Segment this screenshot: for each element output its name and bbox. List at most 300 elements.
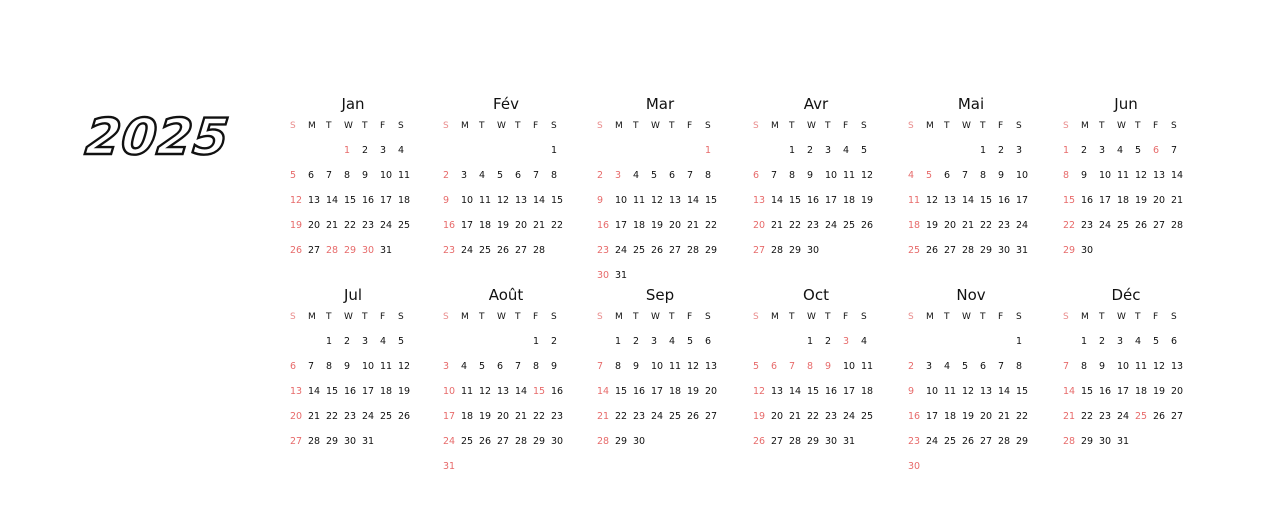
day-cell: 14	[962, 195, 975, 206]
weekday-header: M	[926, 312, 934, 322]
day-cell: 2	[908, 361, 915, 372]
day-cell: 26	[479, 436, 492, 447]
day-cell: 23	[362, 220, 375, 231]
day-cell: 6	[1171, 336, 1178, 347]
day-cell: 20	[753, 220, 766, 231]
weekday-header: F	[687, 121, 693, 131]
day-cell: 12	[1153, 361, 1166, 372]
day-cell: 6	[944, 170, 951, 181]
day-cell: 27	[308, 245, 321, 256]
day-cell: 9	[807, 170, 814, 181]
day-cell: 2	[344, 336, 351, 347]
day-grid	[1063, 119, 1193, 269]
day-cell: 25	[1135, 411, 1148, 422]
day-grid	[908, 310, 1038, 485]
day-cell: 17	[843, 386, 856, 397]
day-cell: 1	[1016, 336, 1023, 347]
day-cell: 21	[1063, 411, 1076, 422]
weekday-header: W	[962, 121, 971, 131]
day-cell: 16	[597, 220, 610, 231]
month-name: Mar	[645, 95, 675, 113]
weekday-header: M	[308, 312, 316, 322]
day-cell: 8	[789, 170, 796, 181]
empty-day	[497, 335, 515, 360]
day-cell: 17	[615, 220, 628, 231]
weekday-header: S	[1016, 312, 1022, 322]
day-cell: 15	[980, 195, 993, 206]
day-cell: 19	[1153, 386, 1166, 397]
empty-day	[908, 335, 926, 360]
weekday-header: F	[1153, 121, 1159, 131]
day-cell: 29	[344, 245, 357, 256]
day-cell: 11	[944, 386, 957, 397]
empty-day	[597, 335, 615, 360]
month-name: Jun	[1114, 95, 1138, 113]
day-cell: 28	[1063, 436, 1076, 447]
day-cell: 30	[551, 436, 564, 447]
day-cell: 26	[1135, 220, 1148, 231]
day-cell: 1	[344, 145, 351, 156]
empty-day	[443, 335, 461, 360]
day-cell: 2	[633, 336, 640, 347]
month-block	[1063, 284, 1193, 460]
day-cell: 17	[1099, 195, 1112, 206]
month-block	[443, 93, 573, 269]
weekday-header: T	[980, 121, 986, 131]
weekday-header: T	[515, 121, 521, 131]
empty-day	[326, 144, 344, 169]
day-cell: 12	[651, 195, 664, 206]
day-cell: 31	[380, 245, 393, 256]
weekday-header: S	[1063, 121, 1069, 131]
day-cell: 6	[515, 170, 522, 181]
day-cell: 24	[1117, 411, 1130, 422]
month-name: Déc	[1111, 286, 1141, 304]
empty-day	[515, 144, 533, 169]
weekday-header: F	[843, 312, 849, 322]
day-cell: 13	[669, 195, 682, 206]
day-cell: 11	[843, 170, 856, 181]
day-cell: 2	[551, 336, 558, 347]
month-name: Fév	[493, 95, 519, 113]
weekday-header: F	[1153, 312, 1159, 322]
day-cell: 1	[615, 336, 622, 347]
day-grid	[290, 310, 420, 460]
month-block	[753, 93, 883, 269]
day-cell: 15	[551, 195, 564, 206]
day-cell: 24	[362, 411, 375, 422]
day-cell: 8	[807, 361, 814, 372]
day-cell: 1	[1081, 336, 1088, 347]
day-cell: 9	[362, 170, 369, 181]
day-cell: 23	[1099, 411, 1112, 422]
day-cell: 11	[1117, 170, 1130, 181]
weekday-header: W	[651, 312, 660, 322]
day-cell: 10	[362, 361, 375, 372]
day-cell: 11	[908, 195, 921, 206]
day-cell: 5	[651, 170, 658, 181]
day-cell: 24	[461, 245, 474, 256]
month-block	[597, 93, 727, 294]
day-cell: 13	[980, 386, 993, 397]
day-cell: 12	[962, 386, 975, 397]
weekday-header: T	[789, 312, 795, 322]
day-cell: 8	[1016, 361, 1023, 372]
day-cell: 9	[1081, 170, 1088, 181]
empty-day	[962, 144, 980, 169]
day-cell: 26	[962, 436, 975, 447]
day-cell: 22	[533, 411, 546, 422]
day-cell: 9	[597, 195, 604, 206]
weekday-header: S	[597, 121, 603, 131]
day-cell: 31	[362, 436, 375, 447]
weekday-header: F	[998, 312, 1004, 322]
day-cell: 25	[398, 220, 411, 231]
day-cell: 27	[944, 245, 957, 256]
weekday-header: M	[771, 312, 779, 322]
weekday-header: T	[326, 121, 332, 131]
day-cell: 14	[326, 195, 339, 206]
weekday-header: S	[908, 312, 914, 322]
day-cell: 28	[597, 436, 610, 447]
day-cell: 13	[944, 195, 957, 206]
day-cell: 24	[615, 245, 628, 256]
day-cell: 22	[326, 411, 339, 422]
day-cell: 12	[1135, 170, 1148, 181]
day-cell: 8	[1081, 361, 1088, 372]
day-cell: 27	[290, 436, 303, 447]
day-cell: 21	[687, 220, 700, 231]
empty-day	[753, 335, 771, 360]
weekday-header: F	[843, 121, 849, 131]
weekday-header: S	[861, 121, 867, 131]
day-cell: 11	[633, 195, 646, 206]
day-cell: 24	[651, 411, 664, 422]
day-cell: 5	[479, 361, 486, 372]
empty-day	[515, 335, 533, 360]
day-cell: 23	[633, 411, 646, 422]
day-cell: 18	[908, 220, 921, 231]
day-cell: 19	[861, 195, 874, 206]
day-cell: 9	[344, 361, 351, 372]
day-cell: 11	[1135, 361, 1148, 372]
day-cell: 20	[705, 386, 718, 397]
day-cell: 28	[962, 245, 975, 256]
day-cell: 17	[825, 195, 838, 206]
day-cell: 13	[290, 386, 303, 397]
day-cell: 6	[669, 170, 676, 181]
day-cell: 3	[926, 361, 933, 372]
weekday-header: S	[1171, 121, 1177, 131]
month-block	[597, 284, 727, 460]
weekday-header: F	[380, 312, 386, 322]
weekday-header: F	[533, 312, 539, 322]
day-grid	[443, 119, 573, 269]
day-cell: 28	[326, 245, 339, 256]
day-cell: 5	[753, 361, 760, 372]
day-cell: 28	[515, 436, 528, 447]
day-cell: 26	[687, 411, 700, 422]
day-cell: 3	[1016, 145, 1023, 156]
weekday-header: S	[551, 121, 557, 131]
day-cell: 18	[398, 195, 411, 206]
day-cell: 18	[479, 220, 492, 231]
day-cell: 19	[753, 411, 766, 422]
day-cell: 2	[807, 145, 814, 156]
day-cell: 15	[615, 386, 628, 397]
day-cell: 2	[998, 145, 1005, 156]
day-cell: 23	[807, 220, 820, 231]
weekday-header: S	[443, 121, 449, 131]
day-cell: 9	[998, 170, 1005, 181]
day-cell: 20	[771, 411, 784, 422]
day-cell: 25	[861, 411, 874, 422]
empty-day	[944, 144, 962, 169]
day-cell: 29	[533, 436, 546, 447]
day-cell: 11	[861, 361, 874, 372]
weekday-header: W	[1117, 121, 1126, 131]
day-cell: 11	[380, 361, 393, 372]
day-cell: 14	[1171, 170, 1184, 181]
day-cell: 27	[705, 411, 718, 422]
weekday-header: T	[362, 312, 368, 322]
empty-day	[944, 335, 962, 360]
day-cell: 15	[344, 195, 357, 206]
day-cell: 20	[515, 220, 528, 231]
day-cell: 11	[398, 170, 411, 181]
day-cell: 1	[980, 145, 987, 156]
empty-day	[290, 144, 308, 169]
day-cell: 13	[1171, 361, 1184, 372]
weekday-header: T	[789, 121, 795, 131]
day-cell: 12	[497, 195, 510, 206]
day-cell: 27	[980, 436, 993, 447]
day-cell: 25	[843, 220, 856, 231]
day-cell: 14	[597, 386, 610, 397]
day-cell: 28	[1171, 220, 1184, 231]
day-cell: 30	[1081, 245, 1094, 256]
day-cell: 4	[479, 170, 486, 181]
day-cell: 27	[753, 245, 766, 256]
day-cell: 5	[1135, 145, 1142, 156]
day-cell: 23	[551, 411, 564, 422]
weekday-header: T	[980, 312, 986, 322]
day-cell: 18	[1117, 195, 1130, 206]
weekday-header: W	[807, 121, 816, 131]
day-cell: 27	[771, 436, 784, 447]
day-cell: 1	[533, 336, 540, 347]
weekday-header: T	[479, 312, 485, 322]
day-cell: 23	[998, 220, 1011, 231]
day-cell: 10	[443, 386, 456, 397]
day-cell: 10	[651, 361, 664, 372]
day-cell: 26	[651, 245, 664, 256]
day-cell: 7	[962, 170, 969, 181]
day-cell: 14	[533, 195, 546, 206]
day-cell: 14	[771, 195, 784, 206]
day-cell: 6	[497, 361, 504, 372]
day-cell: 9	[551, 361, 558, 372]
day-grid	[1063, 310, 1193, 460]
weekday-header: T	[1099, 121, 1105, 131]
day-cell: 15	[1016, 386, 1029, 397]
day-cell: 17	[1016, 195, 1029, 206]
weekday-header: S	[443, 312, 449, 322]
weekday-header: M	[1081, 121, 1089, 131]
month-block	[443, 284, 573, 485]
day-cell: 16	[825, 386, 838, 397]
weekday-header: M	[771, 121, 779, 131]
empty-day	[461, 144, 479, 169]
weekday-header: S	[597, 312, 603, 322]
weekday-header: T	[1099, 312, 1105, 322]
day-cell: 24	[843, 411, 856, 422]
empty-day	[669, 144, 687, 169]
day-cell: 22	[1063, 220, 1076, 231]
day-cell: 20	[980, 411, 993, 422]
day-cell: 6	[771, 361, 778, 372]
day-cell: 13	[753, 195, 766, 206]
day-cell: 22	[1081, 411, 1094, 422]
day-cell: 28	[998, 436, 1011, 447]
day-grid	[290, 119, 420, 269]
day-cell: 4	[944, 361, 951, 372]
empty-day	[479, 335, 497, 360]
day-cell: 18	[861, 386, 874, 397]
month-block	[753, 284, 883, 460]
weekday-header: M	[308, 121, 316, 131]
day-cell: 10	[1099, 170, 1112, 181]
day-cell: 26	[926, 245, 939, 256]
weekday-header: T	[669, 121, 675, 131]
day-cell: 24	[443, 436, 456, 447]
day-cell: 12	[861, 170, 874, 181]
weekday-header: T	[515, 312, 521, 322]
day-cell: 1	[1063, 145, 1070, 156]
empty-day	[962, 335, 980, 360]
weekday-header: M	[461, 312, 469, 322]
day-cell: 30	[597, 270, 610, 281]
day-cell: 8	[1063, 170, 1070, 181]
empty-day	[789, 335, 807, 360]
day-cell: 3	[651, 336, 658, 347]
month-name: Août	[488, 286, 524, 304]
day-cell: 12	[398, 361, 411, 372]
day-cell: 17	[443, 411, 456, 422]
weekday-header: T	[825, 121, 831, 131]
day-cell: 13	[308, 195, 321, 206]
day-cell: 21	[771, 220, 784, 231]
day-cell: 15	[705, 195, 718, 206]
day-cell: 3	[443, 361, 450, 372]
day-cell: 5	[1153, 336, 1160, 347]
empty-day	[308, 335, 326, 360]
day-cell: 5	[962, 361, 969, 372]
day-cell: 17	[380, 195, 393, 206]
day-cell: 8	[326, 361, 333, 372]
day-cell: 4	[633, 170, 640, 181]
day-cell: 29	[326, 436, 339, 447]
empty-day	[533, 144, 551, 169]
day-cell: 29	[705, 245, 718, 256]
day-cell: 17	[1117, 386, 1130, 397]
empty-day	[771, 335, 789, 360]
day-cell: 30	[998, 245, 1011, 256]
day-cell: 10	[615, 195, 628, 206]
day-cell: 18	[944, 411, 957, 422]
day-cell: 14	[515, 386, 528, 397]
day-cell: 17	[651, 386, 664, 397]
day-cell: 26	[290, 245, 303, 256]
day-cell: 3	[1117, 336, 1124, 347]
empty-day	[998, 335, 1016, 360]
day-cell: 12	[926, 195, 939, 206]
empty-day	[908, 144, 926, 169]
day-cell: 28	[687, 245, 700, 256]
day-cell: 28	[789, 436, 802, 447]
weekday-header: F	[998, 121, 1004, 131]
empty-day	[771, 144, 789, 169]
day-cell: 30	[344, 436, 357, 447]
day-cell: 4	[861, 336, 868, 347]
day-cell: 28	[533, 245, 546, 256]
weekday-header: T	[633, 312, 639, 322]
day-cell: 6	[753, 170, 760, 181]
day-cell: 27	[497, 436, 510, 447]
weekday-header: S	[705, 312, 711, 322]
day-cell: 19	[926, 220, 939, 231]
weekday-header: S	[290, 121, 296, 131]
weekday-header: S	[398, 121, 404, 131]
day-cell: 26	[753, 436, 766, 447]
weekday-header: S	[705, 121, 711, 131]
day-cell: 30	[807, 245, 820, 256]
day-cell: 16	[998, 195, 1011, 206]
weekday-header: W	[1117, 312, 1126, 322]
day-cell: 8	[344, 170, 351, 181]
day-cell: 7	[1171, 145, 1178, 156]
day-cell: 21	[597, 411, 610, 422]
day-cell: 9	[633, 361, 640, 372]
day-cell: 10	[843, 361, 856, 372]
day-cell: 16	[344, 386, 357, 397]
day-cell: 13	[1153, 170, 1166, 181]
day-cell: 6	[980, 361, 987, 372]
day-cell: 25	[944, 436, 957, 447]
day-cell: 12	[290, 195, 303, 206]
weekday-header: M	[461, 121, 469, 131]
day-cell: 20	[669, 220, 682, 231]
day-cell: 1	[705, 145, 712, 156]
day-cell: 1	[551, 145, 558, 156]
day-cell: 14	[308, 386, 321, 397]
weekday-header: W	[497, 312, 506, 322]
weekday-header: S	[753, 121, 759, 131]
day-cell: 18	[633, 220, 646, 231]
day-cell: 8	[533, 361, 540, 372]
day-cell: 16	[807, 195, 820, 206]
day-cell: 22	[615, 411, 628, 422]
day-cell: 11	[461, 386, 474, 397]
month-name: Mai	[957, 95, 985, 113]
day-cell: 15	[326, 386, 339, 397]
day-cell: 16	[362, 195, 375, 206]
day-cell: 2	[597, 170, 604, 181]
day-cell: 10	[461, 195, 474, 206]
day-cell: 29	[615, 436, 628, 447]
day-cell: 23	[443, 245, 456, 256]
day-cell: 20	[1171, 386, 1184, 397]
